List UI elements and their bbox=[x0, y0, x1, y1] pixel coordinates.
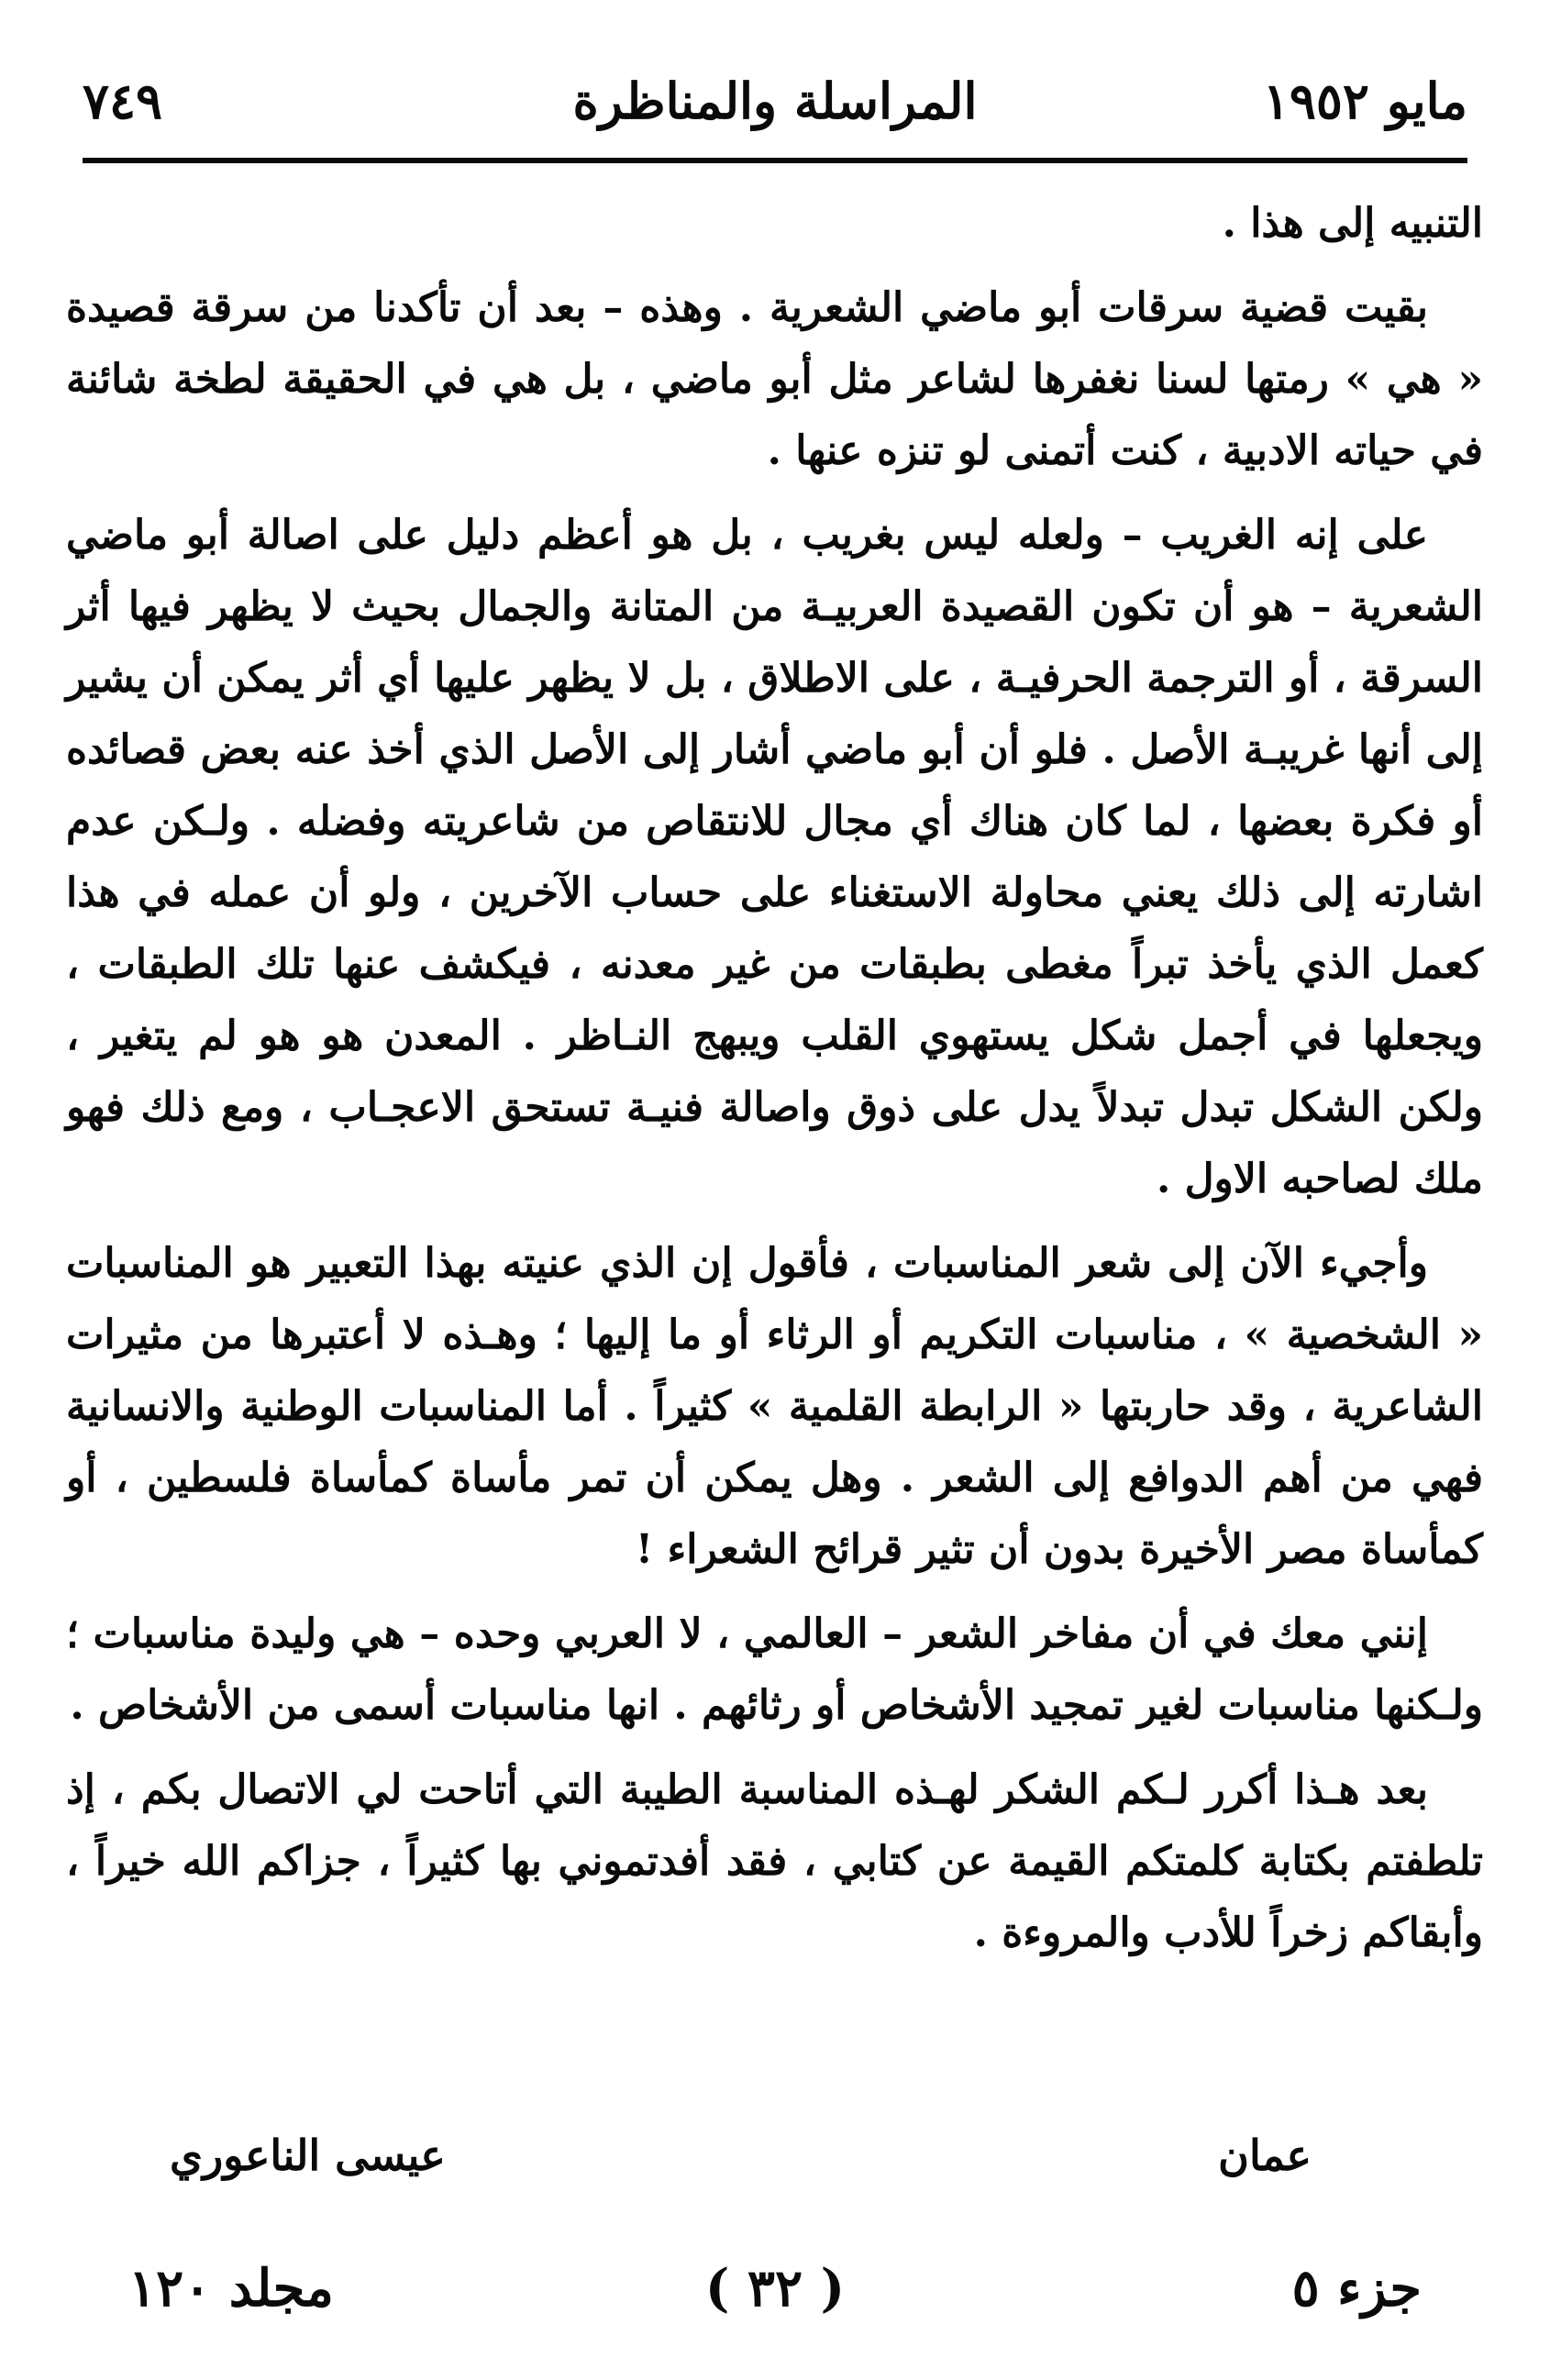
header-rule bbox=[83, 158, 1467, 163]
paragraph-5: إنني معك في أن مفاخر الشعر – العالمي ، لا العربي وحده – هي وليدة مناسبات ؛ ولـكنها مناسبات لغير تمجيد الأشخاص أو رثائهم . انها مناسبات أسمى من الأشخاص . bbox=[66, 1611, 1483, 1729]
footer-issue-number: ( ٣٢ ) bbox=[704, 2258, 846, 2319]
paragraph-1: التنبيه إلى هذا . bbox=[1222, 200, 1483, 247]
signature-name: عيسى الناعوري bbox=[170, 2131, 446, 2180]
header-title: المراسلة والمناظرة bbox=[572, 72, 978, 130]
paragraph-3: على إنه الغريب – ولعله ليس بغريب ، بل هو أعظم دليل على اصالة أبو ماضي الشعرية – هو أن تكون القصيدة العربيـة من المتانة والجمال بحيث لا يظهر فيها أثر السرقة ، أو الترجمة الحرفيـة ، على الاطلاق ، بل لا يظهر عليها أي أثر يمكن أن يشير إلى أنها غريبـة الأصل . فلو أن أبو ماضي أشار إلى الأصل الذي أخذ عنه بعض قصائده أو فكرة بعضها ، لما كان هناك أي مجال للانتقاص من شاعريته وفضله . ولـكن عدم اشارته إلى ذلك يعني محاولة الاستغناء على حساب الآخرين ، ولو أن عمله في هذا كعمل الذي يأخذ تبراً مغطى بطبقات من غير معدنه ، فيكشف عنها تلك الطبقات ، ويجعلها في أجمل شكل يستهوي القلب ويبهج النـاظر . المعدن هو هو لم يتغير ، ولكن الشكل تبدل تبدلاً يدل على ذوق واصالة فنيـة تستحق الاعجـاب ، ومع ذلك فهو ملك لصاحبه الاول . bbox=[66, 512, 1484, 1202]
article-body bbox=[66, 188, 1483, 1982]
footer-part: جزء ٥ bbox=[1291, 2258, 1422, 2319]
paragraph-4: وأجيء الآن إلى شعر المناسبات ، فأقول إن الذي عنيته بهذا التعبير هو المناسبات « الشخصية » ، مناسبات التكريم أو الرثاء أو ما إليها ؛ وهـذه لا أعتبرها من مثيرات الشاعرية ، وقد حاربتها « الرابطة القلمية » كثيراً . أما المناسبات الوطنية والانسانية فهي من أهم الدوافع إلى الشعر . وهل يمكن أن تمر مأساة كمأساة فلسطين ، أو كمأساة مصر الأخيرة بدون أن تثير قرائح الشعراء ! bbox=[66, 1240, 1483, 1573]
header-page-number: ٧٤٩ bbox=[83, 72, 163, 130]
paragraph-6: بعد هـذا أكرر لـكم الشكر لهـذه المناسبة الطيبة التي أتاحت لي الاتصال بكم ، إذ تلطفتم بكتابة كلمتكم القيمة عن كتابي ، فقد أفدتموني بها كثيراً ، جزاكم الله خيراً ، وأبقاكم زخراً للأدب والمروءة . bbox=[66, 1766, 1483, 1956]
header-date: مايو ١٩٥٢ bbox=[1262, 72, 1467, 130]
page-footer bbox=[128, 2252, 1422, 2334]
paragraph-2: بقيت قضية سرقات أبو ماضي الشعرية . وهذه – بعد أن تأكدنا من سرقة قصيدة « هي » رمتها لسنا نغفرها لشاعر مثل أبو ماضي ، بل هي في الحقيقة لطخة شائنة في حياته الادبية ، كنت أتمنى لو تنزه عنها . bbox=[66, 284, 1483, 474]
footer-volume: مجلد ١٢٠ bbox=[128, 2258, 334, 2319]
page-header bbox=[83, 55, 1467, 156]
signature-place: عمان bbox=[1218, 2131, 1312, 2180]
